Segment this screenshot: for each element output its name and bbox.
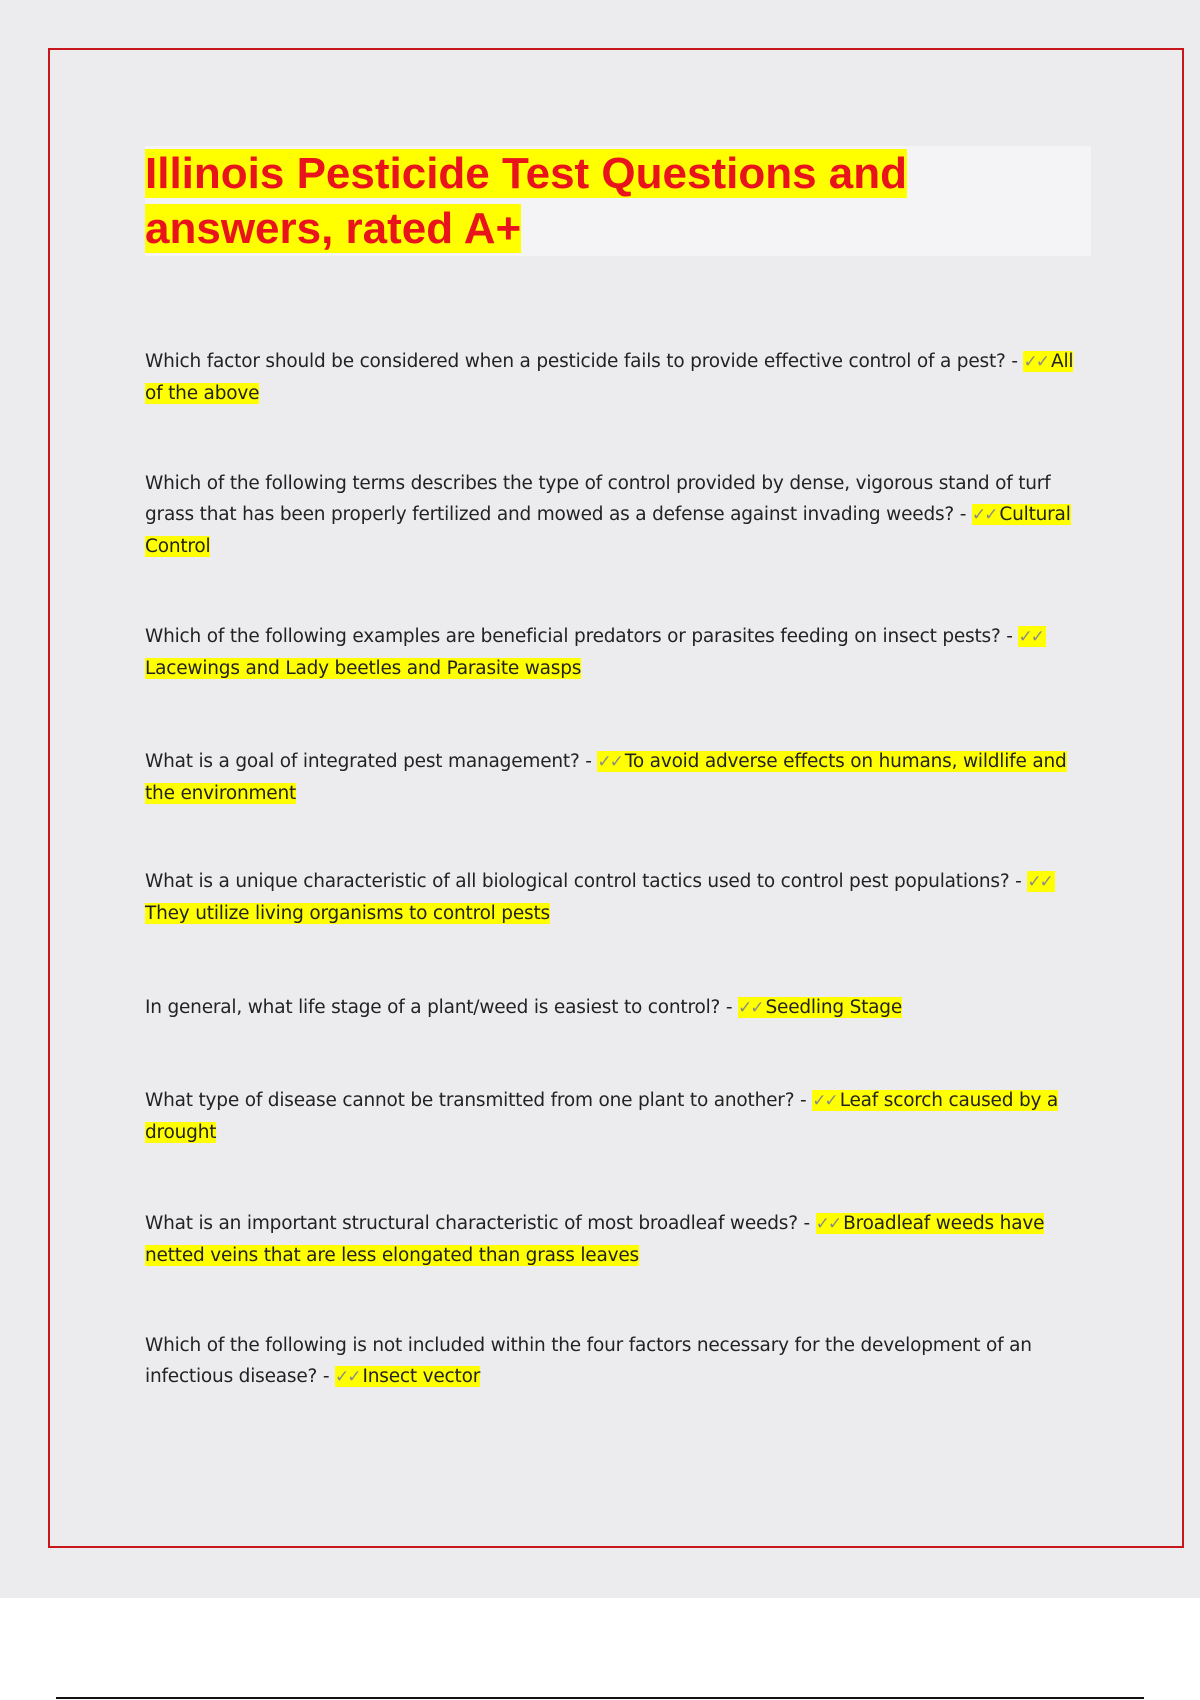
qa-item — [145, 746, 1090, 809]
question-text: What is an important structural characteristic of most broadleaf weeds? - — [145, 1213, 816, 1234]
question-text: Which factor should be considered when a pesticide fails to provide effective control of a pest? - — [145, 351, 1024, 372]
double-check-icon: ✓✓ — [971, 505, 997, 525]
question-text: Which of the following examples are beneficial predators or parasites feeding on insect pests? - — [145, 626, 1019, 647]
qa-item — [145, 1330, 1090, 1393]
answer-text: They utilize living organisms to control pests — [145, 903, 550, 924]
double-check-icon: ✓✓ — [335, 1367, 360, 1387]
question-text: Which of the following is not included within the four factors necessary for the development of an infectious disease? - — [145, 1335, 1032, 1387]
answer-text: All of the above — [145, 351, 1074, 404]
qa-item — [145, 468, 1090, 562]
answer-text: Leaf scorch caused by a drought — [145, 1090, 1059, 1143]
qa-item — [145, 346, 1090, 409]
qa-item — [145, 992, 1090, 1024]
question-text: In general, what life stage of a plant/weed is easiest to control? - — [145, 997, 738, 1018]
answer-text: Broadleaf weeds have netted veins that are less elongated than grass leaves — [145, 1213, 1045, 1266]
qa-item — [145, 621, 1090, 684]
question-text: Which of the following terms describes the type of control provided by dense, vigorous stand of turf grass that has been properly fertilized and mowed as a defense against invading weeds? - — [145, 473, 1051, 525]
question-text: What is a unique characteristic of all biological control tactics used to control pest populations? - — [145, 871, 1028, 892]
double-check-icon: ✓✓ — [1023, 352, 1048, 372]
double-check-icon: ✓✓ — [815, 1214, 841, 1234]
answer-text: Lacewings and Lady beetles and Parasite wasps — [145, 658, 582, 679]
qa-item — [145, 1085, 1090, 1148]
question-text: What is a goal of integrated pest management? - — [145, 751, 598, 772]
document-title: Illinois Pesticide Test Questions and answers, rated A+ — [145, 149, 908, 253]
double-check-icon: ✓✓ — [1018, 627, 1043, 647]
qa-item — [145, 866, 1090, 929]
answer-highlight — [335, 1366, 480, 1387]
answer-text: Seedling Stage — [765, 997, 903, 1018]
question-text: What type of disease cannot be transmitted from one plant to another? - — [145, 1090, 813, 1111]
double-check-icon: ✓✓ — [812, 1091, 837, 1111]
answer-highlight — [738, 997, 902, 1018]
footer-rule — [56, 1697, 1144, 1699]
double-check-icon: ✓✓ — [737, 998, 763, 1018]
qa-item — [145, 1208, 1090, 1271]
answer-text: Cultural Control — [145, 504, 1071, 557]
answer-text: Insect vector — [362, 1366, 481, 1387]
double-check-icon: ✓✓ — [1027, 872, 1052, 892]
double-check-icon: ✓✓ — [597, 752, 622, 772]
answer-text: To avoid adverse effects on humans, wildlife and the environment — [145, 751, 1067, 804]
